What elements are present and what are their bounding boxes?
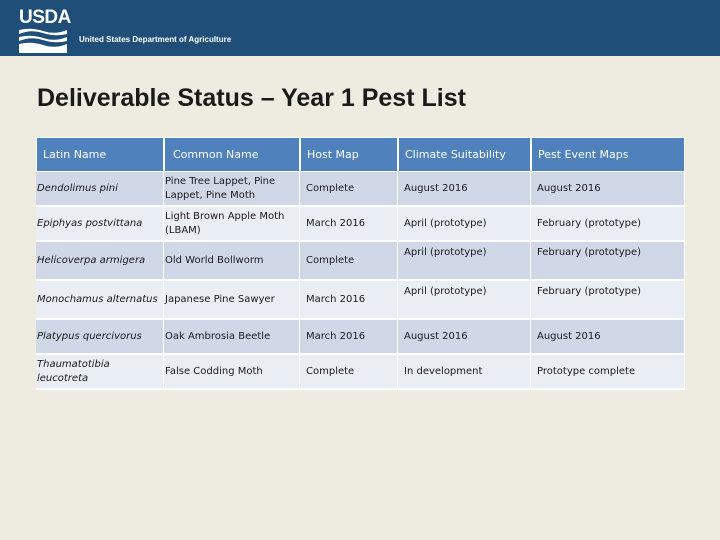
usda-logo [19,7,71,45]
table-row [36,281,685,320]
table-row [36,207,685,242]
host-map-cell: March 2016 [300,207,398,242]
deliverable-status-table [36,137,685,390]
latin-name-cell: Helicoverpa armigera [36,242,164,281]
host-map-cell: Complete [300,242,398,281]
pest-event-maps-cell: February (prototype) [531,242,685,281]
host-map-cell: Complete [300,172,398,207]
column-header-pest-event-maps: Pest Event Maps [531,137,685,172]
common-name-cell: Light Brown Apple Moth (LBAM) [164,207,300,242]
latin-name-cell: Epiphyas postvittana [36,207,164,242]
table-row [36,172,685,207]
climate-suitability-cell: April (prototype) [398,207,531,242]
pest-event-maps-cell: February (prototype) [531,281,685,320]
table-row [36,355,685,390]
page-title: Deliverable Status – Year 1 Pest List [37,84,466,112]
common-name-cell: Old World Bollworm [164,242,300,281]
latin-name-cell: Platypus quercivorus [36,320,164,355]
column-header-host-map: Host Map [300,137,398,172]
latin-name-cell: Thaumatotibia leucotreta [36,355,164,390]
column-header-latin-name: Latin Name [36,137,164,172]
pest-event-maps-cell: Prototype complete [531,355,685,390]
latin-name-cell: Monochamus alternatus [36,281,164,320]
common-name-cell: False Codding Moth [164,355,300,390]
column-header-climate-suitability: Climate Suitability [398,137,531,172]
host-map-cell: March 2016 [300,320,398,355]
host-map-cell: Complete [300,355,398,390]
table-row [36,242,685,281]
pest-event-maps-cell: August 2016 [531,320,685,355]
pest-event-maps-cell: February (prototype) [531,207,685,242]
climate-suitability-cell: August 2016 [398,172,531,207]
climate-suitability-cell: April (prototype) [398,281,531,320]
climate-suitability-cell: April (prototype) [398,242,531,281]
column-header-common-name: Common Name [164,137,300,172]
usda-logo-text: USDA [19,7,71,28]
host-map-cell: March 2016 [300,281,398,320]
department-name: United States Department of Agriculture [79,35,232,44]
common-name-cell: Oak Ambrosia Beetle [164,320,300,355]
climate-suitability-cell: In development [398,355,531,390]
common-name-cell: Pine Tree Lappet, Pine Lappet, Pine Moth [164,172,300,207]
latin-name-cell: Dendolimus pini [36,172,164,207]
usda-header-bar [0,0,720,56]
table-row [36,320,685,355]
common-name-cell: Japanese Pine Sawyer [164,281,300,320]
table-header-row [36,137,685,172]
climate-suitability-cell: August 2016 [398,320,531,355]
usda-logo-waves-icon [19,28,67,54]
pest-event-maps-cell: August 2016 [531,172,685,207]
